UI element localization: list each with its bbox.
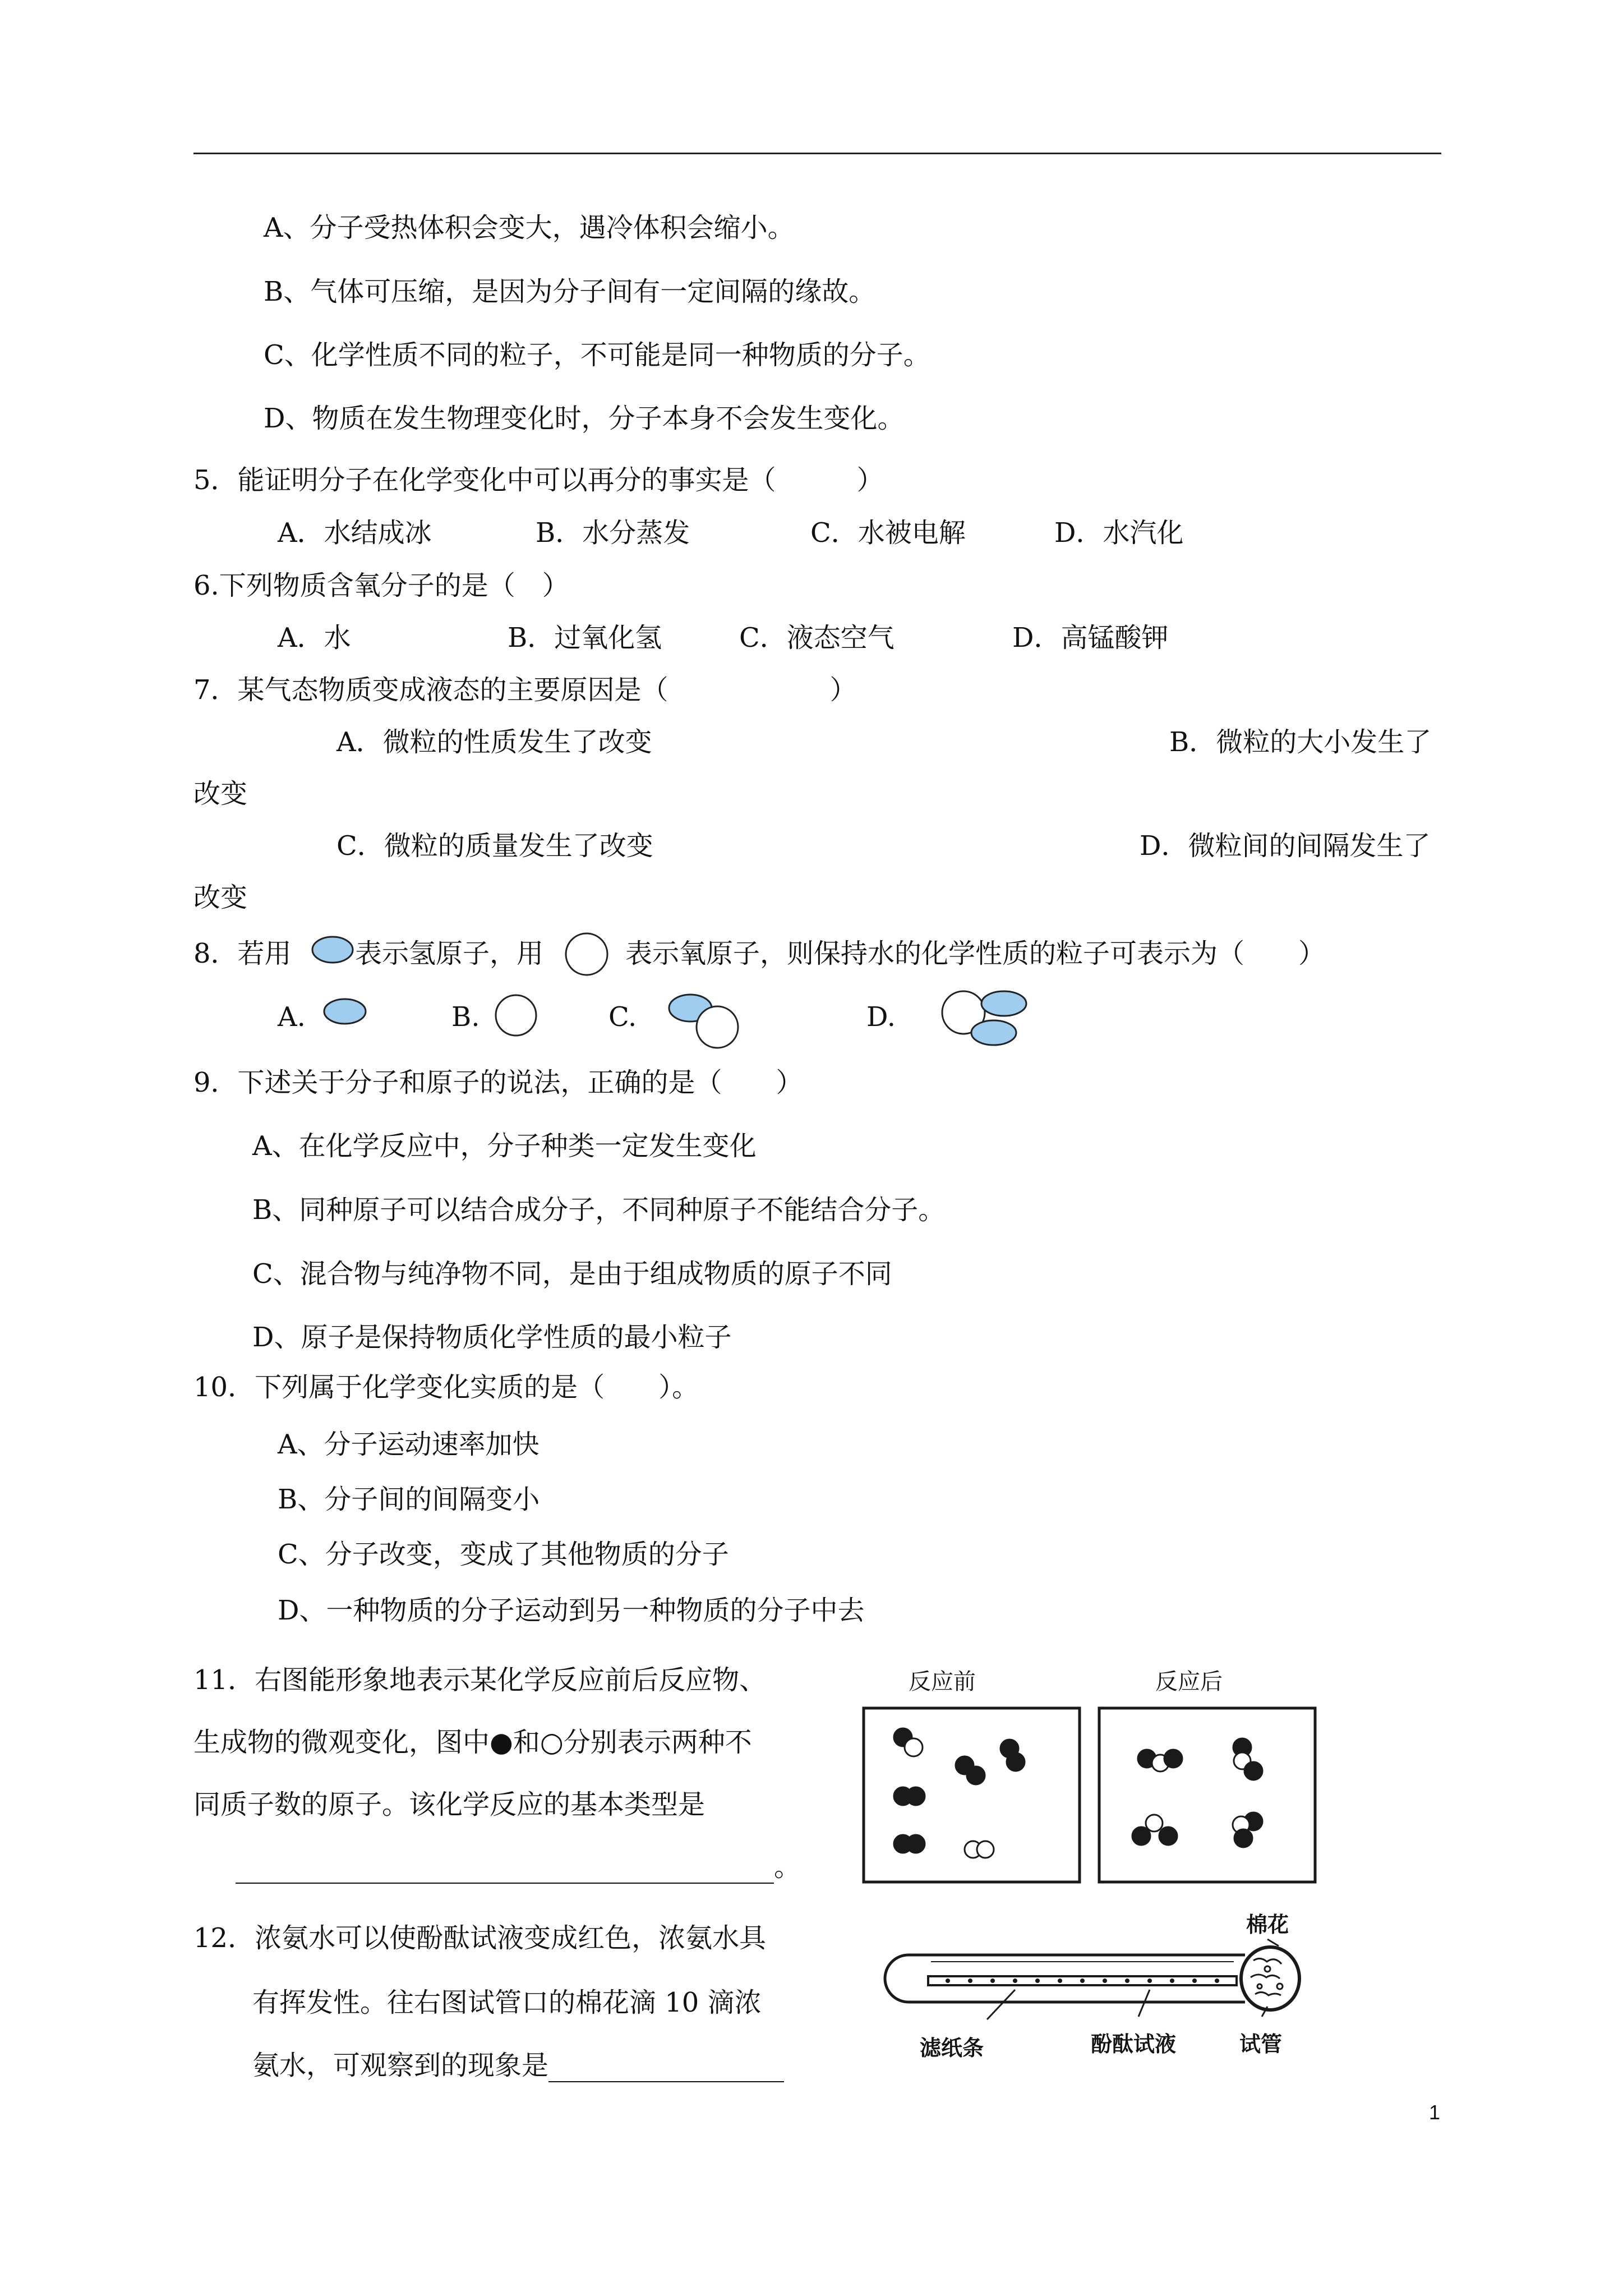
q8-stem-end: 表示氧原子，则保持水的化学性质的粒子可表示为（ ）	[625, 938, 1326, 969]
q12-line-3: 氨水，可观察到的现象是	[252, 2050, 549, 2081]
q10-option-a: A、分子运动速率加快	[278, 1429, 540, 1460]
q7-option-d-cont: 改变	[193, 882, 248, 913]
q11-answer-blank[interactable]	[236, 1858, 774, 1884]
q11-answer-line	[236, 1850, 801, 1884]
q9-option-d: D、原子是保持物质化学性质的最小粒子	[252, 1322, 732, 1353]
q4-option-a: A、分子受热体积会变大，遇冷体积会缩小。	[264, 212, 795, 243]
q4-option-b: B、气体可压缩，是因为分子间有一定间隔的缘故。	[264, 276, 876, 307]
reaction-micro-diagram	[861, 1703, 1321, 1888]
q8-option-c-label: C.	[608, 1001, 637, 1033]
figure-after-label: 反应后	[1155, 1669, 1223, 1694]
q7-option-b: B．微粒的大小发生了	[1169, 726, 1432, 758]
q6-option-b: B．过氧化氢	[508, 622, 662, 654]
q9-option-b: B、同种原子可以结合成分子，不同种原子不能结合分子。	[252, 1194, 946, 1226]
oxygen-atom-icon	[564, 931, 610, 977]
label-phenolphthalein: 酚酞试液	[1091, 2033, 1177, 2056]
q6-option-a: A．水	[278, 622, 351, 654]
label-filter-paper: 滤纸条	[920, 2037, 984, 2060]
q10-option-c: C、分子改变，变成了其他物质的分子	[278, 1539, 729, 1570]
q8-stem-middle: 表示氢原子，用	[355, 938, 544, 969]
panel-after	[1099, 1708, 1315, 1882]
q9-option-c: C、混合物与纯净物不同，是由于组成物质的原子不同	[252, 1258, 892, 1290]
q12-answer-blank[interactable]	[548, 2056, 784, 2082]
q10-stem: 10．下列属于化学变化实质的是（ ）。	[193, 1372, 699, 1403]
q9-option-a: A、在化学反应中，分子种类一定发生变化	[252, 1130, 757, 1162]
q8-option-d-molecule-icon	[938, 984, 1039, 1052]
q8-option-a-label: A.	[278, 1001, 306, 1033]
q9-stem: 9．下述关于分子和原子的说法，正确的是（ ）	[193, 1067, 803, 1098]
q7-option-d: D．微粒间的间隔发生了	[1140, 830, 1431, 862]
q10-option-d: D、一种物质的分子运动到另一种物质的分子中去	[278, 1595, 865, 1626]
q8-stem-start: 8．若用	[193, 938, 292, 969]
q5-option-a: A．水结成冰	[278, 517, 432, 549]
cotton-plug	[1241, 1947, 1299, 2010]
q8-option-b-oxygen-icon	[494, 993, 538, 1038]
q7-option-b-cont: 改变	[193, 778, 248, 809]
q5-option-c: C．水被电解	[810, 517, 966, 549]
q5-option-b: B．水分蒸发	[536, 517, 690, 549]
q11-line-3: 同质子数的原子。该化学反应的基本类型是	[193, 1789, 706, 1820]
q8-option-d-label: D.	[866, 1001, 896, 1033]
q6-stem: 6.下列物质含氧分子的是（ ）	[193, 570, 569, 601]
q12-line-2: 有挥发性。往右图试管口的棉花滴 10 滴浓	[252, 1987, 762, 2018]
q8-option-a-hydrogen-icon	[322, 996, 367, 1027]
q5-option-d: D．水汽化	[1054, 517, 1184, 549]
hydrogen-atom-icon	[310, 934, 355, 965]
panel-before	[864, 1708, 1080, 1882]
q6-option-d: D．高锰酸钾	[1012, 622, 1169, 654]
q7-option-a: A．微粒的性质发生了改变	[336, 726, 652, 758]
label-cotton: 棉花	[1246, 1913, 1289, 1937]
label-test-tube: 试管	[1239, 2033, 1283, 2056]
q6-option-c: C．液态空气	[739, 622, 895, 654]
q4-option-c: C、化学性质不同的粒子，不可能是同一种物质的分子。	[264, 339, 930, 371]
figure-before-label: 反应前	[909, 1669, 976, 1694]
q8-option-c-molecule-icon	[665, 989, 743, 1051]
q10-option-b: B、分子间的间隔变小	[278, 1484, 540, 1515]
q8-option-b-label: B.	[451, 1001, 480, 1033]
header-rule	[193, 153, 1441, 154]
q11-line-2: 生成物的微观变化，图中●和○分别表示两种不	[193, 1727, 752, 1758]
q11-line-1: 11．右图能形象地表示某化学反应前后反应物、	[193, 1664, 767, 1696]
q7-option-c: C．微粒的质量发生了改变	[336, 830, 653, 862]
q5-stem: 5．能证明分子在化学变化中可以再分的事实是（ ）	[193, 464, 884, 496]
q12-line-3-container	[252, 2049, 784, 2082]
q12-line-1: 12．浓氨水可以使酚酞试液变成红色，浓氨水具	[193, 1922, 767, 1954]
q11-line-end: 。	[774, 1851, 801, 1883]
test-tube-diagram	[875, 1938, 1318, 2031]
page-number: 1	[1429, 2101, 1441, 2124]
q7-stem: 7．某气态物质变成液态的主要原因是（ ）	[193, 674, 857, 706]
q4-option-d: D、物质在发生物理变化时，分子本身不会发生变化。	[264, 403, 905, 434]
